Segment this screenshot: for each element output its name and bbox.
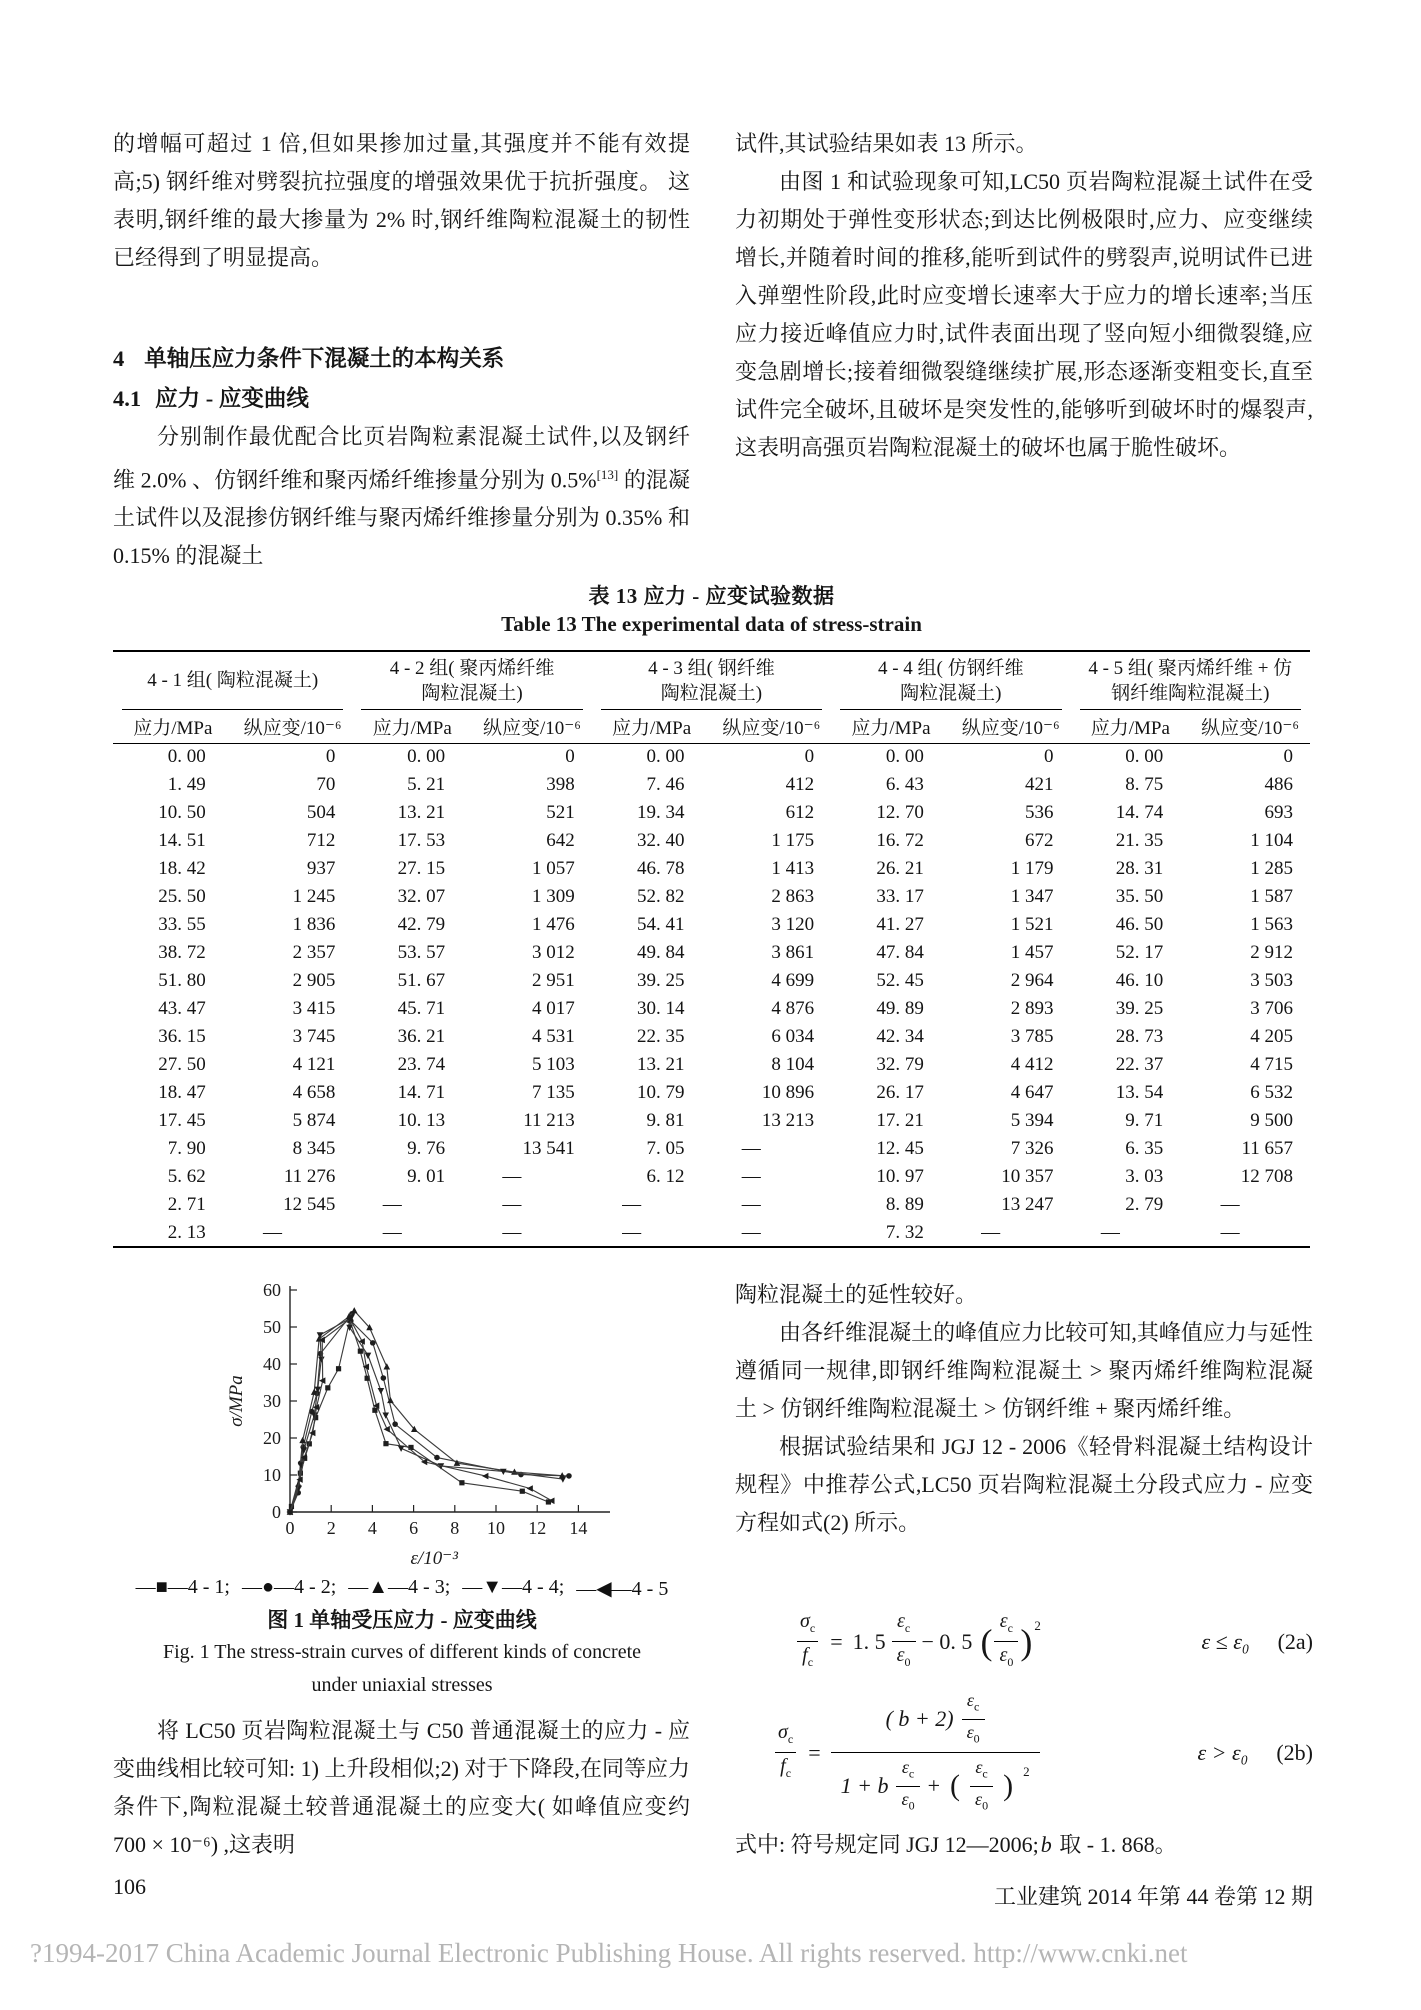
stress-cell: — <box>382 1194 402 1215</box>
stress-cell: 5. 62 <box>167 1166 206 1187</box>
strain-cell: 7 135 <box>532 1082 575 1103</box>
stress-cell: 46. 10 <box>1115 970 1164 991</box>
right-paragraph-2: 由图 1 和试验现象可知,LC50 页岩陶粒混凝土试件在受力初期处于弹性变形状态;到达比例极限时,应力、应变继续增长,并随着时间的推移,能听到试件的劈裂声,说明试件已进入弹塑性阶段,此时应变增长速率大于应力的增长速率;当压应力接近峰值应力时,试件表面出现了竖向短小细微裂缝,应变急剧增长;接着细微裂缝继续扩展,形态逐渐变粗变长,直至试件完全破坏,且破坏是突发性的,能够听到破坏时的爆裂声,这表明高强页岩陶粒混凝土的破坏也属于脆性破坏。 <box>735 169 1313 460</box>
stress-header: 应力/MPa <box>352 710 472 743</box>
strain-cell: 672 <box>1025 830 1054 851</box>
table-row <box>113 1135 1310 1163</box>
table-row <box>113 1107 1310 1135</box>
strain-cell: 3 785 <box>1010 1026 1054 1047</box>
strain-cell: 1 104 <box>1250 830 1293 851</box>
frac-sigma-f: $\frac{\sigma_c}{f_c}$ <box>773 1721 798 1784</box>
stress-cell: 21. 35 <box>1115 830 1164 851</box>
close-paren: ) <box>1020 1621 1033 1662</box>
stress-cell: 18. 47 <box>158 1082 206 1103</box>
svg-text:6: 6 <box>409 1518 419 1538</box>
left-paragraph-1: 的增幅可超过 1 倍,但如果掺加过量,其强度并不能有效提高;5) 钢纤维对劈裂抗拉强度的增强效果优于抗折强度。 这表明,钢纤维的最大掺量为 2% 时,钢纤维陶粒混凝土的韧性已经得到了明显提高。 <box>113 131 690 270</box>
strain-cell: 1 347 <box>1010 886 1054 907</box>
stress-cell: 18. 42 <box>158 858 206 879</box>
table-row <box>113 995 1310 1023</box>
stress-cell: 7. 90 <box>167 1138 206 1159</box>
strain-cell: 2 893 <box>1010 998 1054 1019</box>
group-header-4-4: 4 - 4 组( 仿钢纤维 陶粒混凝土) <box>831 651 1070 710</box>
stress-cell: 52. 82 <box>636 886 685 907</box>
strain-cell: 1 245 <box>292 886 336 907</box>
legend-item-4-5: —◀—4 - 5 <box>576 1578 669 1600</box>
stress-cell: 14. 51 <box>158 830 206 851</box>
strain-header: 纵应变/10⁻⁶ <box>472 710 592 743</box>
citation-13: [13] <box>596 467 619 482</box>
equation-label-2b: (2b) <box>1276 1739 1313 1765</box>
strain-cell: 521 <box>546 802 575 823</box>
minus-term: − 0. 5 <box>921 1628 973 1654</box>
stress-cell: 16. 72 <box>876 830 924 851</box>
strain-cell: 1 179 <box>1010 858 1054 879</box>
stress-cell: 2. 79 <box>1125 1194 1164 1215</box>
stress-cell: 23. 74 <box>397 1054 446 1075</box>
exponent: 2 <box>1034 1617 1041 1633</box>
strain-cell: 4 531 <box>532 1026 575 1047</box>
stress-cell: 0. 00 <box>885 746 924 768</box>
subsection-title: 应力 - 应变曲线 <box>155 386 309 411</box>
stress-cell: 8. 89 <box>885 1194 924 1215</box>
strain-cell: 2 863 <box>771 886 815 907</box>
section-title: 单轴压应力条件下混凝土的本构关系 <box>144 346 505 371</box>
svg-text:50: 50 <box>263 1317 281 1337</box>
subsection-number: 4.1 <box>113 386 142 411</box>
table-row <box>113 911 1310 939</box>
strain-cell: 1 175 <box>771 830 815 851</box>
svg-text:30: 30 <box>263 1391 281 1411</box>
stress-cell: 0. 00 <box>646 746 685 768</box>
stress-cell: 10. 50 <box>158 802 206 823</box>
strain-cell: 3 861 <box>771 942 815 963</box>
table-row <box>113 799 1310 827</box>
stress-header: 应力/MPa <box>113 710 233 743</box>
svg-text:12: 12 <box>528 1518 547 1538</box>
strain-cell: 1 563 <box>1250 914 1293 935</box>
stress-cell: — <box>382 1221 402 1243</box>
legend-item-4-4: —▼—4 - 4; <box>462 1576 565 1598</box>
strain-cell: 4 647 <box>1010 1082 1054 1103</box>
table-row <box>113 1163 1310 1191</box>
condition-2a: ε ≤ ε₀ <box>1201 1628 1250 1654</box>
strain-cell: 8 104 <box>771 1054 815 1075</box>
strain-cell: 4 876 <box>771 998 815 1019</box>
strain-cell: — <box>1220 1194 1240 1215</box>
figure-legend <box>113 1576 691 1601</box>
stress-cell: 46. 50 <box>1115 914 1164 935</box>
strain-cell: — <box>502 1194 522 1215</box>
equation-note: 式中: 符号规定同 JGJ 12—2006;b 取 - 1. 868。 <box>735 1832 1177 1857</box>
strain-cell: 10 896 <box>761 1082 815 1103</box>
group-header-4-5: 4 - 5 组( 聚丙烯纤维 + 仿 钢纤维陶粒混凝土) <box>1071 651 1311 710</box>
strain-cell: 3 415 <box>292 998 336 1019</box>
strain-cell: 486 <box>1264 774 1293 795</box>
right-column-bottom <box>735 1276 1313 1542</box>
strain-cell: 642 <box>546 830 575 851</box>
table-row <box>113 883 1310 911</box>
stress-cell: 7. 46 <box>646 774 685 795</box>
strain-cell: 70 <box>316 774 336 795</box>
stress-cell: 52. 17 <box>1115 942 1164 963</box>
svg-text:0: 0 <box>272 1502 281 1522</box>
section-heading-4 <box>113 341 690 373</box>
stress-cell: 39. 25 <box>636 970 685 991</box>
strain-cell: 8 345 <box>292 1138 336 1159</box>
strain-cell: 1 057 <box>532 858 575 879</box>
strain-cell: 4 205 <box>1250 1026 1293 1047</box>
right-paragraph-5: 根据试验结果和 JGJ 12 - 2006《轻骨料混凝土结构设计规程》中推荐公式,LC50 页岩陶粒混凝土分段式应力 - 应变方程如式(2) 所示。 <box>735 1434 1313 1535</box>
stress-cell: 35. 50 <box>1115 886 1164 907</box>
stress-cell: 49. 89 <box>876 998 924 1019</box>
stress-cell: 28. 31 <box>1115 858 1164 879</box>
left-paragraph-3: 将 LC50 页岩陶粒混凝土与 C50 普通混凝土的应力 - 应变曲线相比较可知: 1) 上升段相似;2) 对于下降段,在同等应力条件下,陶粒混凝土较普通混凝土的应变大( 如峰值应变约 700 × 10⁻⁶) ,这表明 <box>113 1718 690 1857</box>
strain-cell: 2 964 <box>1010 970 1054 991</box>
table-row <box>113 771 1310 799</box>
strain-cell: 4 017 <box>532 998 575 1019</box>
table-header <box>113 651 1310 743</box>
strain-cell: 504 <box>306 802 336 823</box>
svg-text:8: 8 <box>450 1518 460 1538</box>
svg-text:40: 40 <box>263 1354 281 1374</box>
table-row <box>113 1051 1310 1079</box>
stress-cell: 27. 50 <box>158 1054 206 1075</box>
right-paragraph-4: 由各纤维混凝土的峰值应力比较可知,其峰值应力与延性遵循同一规律,即钢纤维陶粒混凝土 > 聚丙烯纤维陶粒混凝土 > 仿钢纤维陶粒混凝土 > 仿钢纤维 + 聚丙烯纤维。 <box>735 1320 1313 1421</box>
stress-cell: 26. 21 <box>876 858 924 879</box>
svg-text:10: 10 <box>263 1465 281 1485</box>
big-fraction: ( b + 2) $\frac{\varepsilon_c}{\varepsilon_0}$ 1 + b $\frac{\varepsilon_c}{\varepsilon_0}$ + ( $\frac{\varepsilon_c}{\varepsilon_0}$ ) $^2$ <box>831 1690 1040 1815</box>
group-header-4-2: 4 - 2 组( 聚丙烯纤维 陶粒混凝土) <box>352 651 591 710</box>
strain-cell: 4 412 <box>1010 1054 1054 1075</box>
strain-header: 纵应变/10⁻⁶ <box>1190 710 1310 743</box>
table-row <box>113 827 1310 855</box>
stress-cell: 9. 01 <box>407 1166 446 1187</box>
svg-text:10: 10 <box>487 1518 505 1538</box>
figure-chart <box>212 1278 632 1574</box>
stress-cell: 9. 81 <box>646 1110 685 1131</box>
stress-cell: 36. 21 <box>397 1026 446 1047</box>
strain-cell: — <box>1220 1221 1240 1243</box>
table-body <box>113 743 1310 1247</box>
section-number: 4 <box>113 346 125 371</box>
strain-cell: — <box>981 1221 1001 1243</box>
svg-text:ε/10⁻³: ε/10⁻³ <box>410 1548 458 1569</box>
strain-cell: 0 <box>325 746 336 768</box>
table-row <box>113 939 1310 967</box>
stress-cell: — <box>622 1221 642 1243</box>
strain-cell: 937 <box>306 858 336 879</box>
stress-cell: 22. 35 <box>636 1026 685 1047</box>
stress-cell: 14. 71 <box>397 1082 446 1103</box>
strain-cell: 4 715 <box>1250 1054 1293 1075</box>
stress-cell: 22. 37 <box>1115 1054 1164 1075</box>
strain-cell: 9 500 <box>1250 1110 1293 1131</box>
strain-cell: 2 912 <box>1250 942 1293 963</box>
stress-cell: — <box>622 1194 642 1215</box>
right-column-top <box>735 125 1313 467</box>
stress-cell: 36. 15 <box>158 1026 206 1047</box>
stress-cell: 17. 53 <box>397 830 446 851</box>
strain-cell: 2 357 <box>292 942 336 963</box>
strain-cell: 412 <box>785 774 815 795</box>
page-number: 106 <box>113 1874 146 1899</box>
strain-cell: 398 <box>546 774 575 795</box>
stress-cell: 26. 17 <box>876 1082 924 1103</box>
stress-cell: 12. 45 <box>876 1138 924 1159</box>
stress-cell: 46. 78 <box>636 858 685 879</box>
svg-text:4: 4 <box>367 1518 377 1538</box>
table-caption-en: Table 13 The experimental data of stress-strain <box>501 612 922 636</box>
equation-2b <box>735 1690 1313 1815</box>
stress-cell: 12. 70 <box>876 802 924 823</box>
strain-cell: 4 658 <box>292 1082 336 1103</box>
stress-cell: 10. 97 <box>876 1166 924 1187</box>
strain-cell: 4 699 <box>771 970 815 991</box>
strain-cell: — <box>741 1194 761 1215</box>
stress-cell: 13. 54 <box>1115 1082 1164 1103</box>
stress-cell: 51. 80 <box>158 970 206 991</box>
stress-header: 应力/MPa <box>1071 710 1191 743</box>
strain-header: 纵应变/10⁻⁶ <box>711 710 831 743</box>
strain-cell: 10 357 <box>1001 1166 1054 1187</box>
stress-cell: 6. 35 <box>1125 1138 1164 1159</box>
stress-cell: 3. 03 <box>1125 1166 1164 1187</box>
stress-cell: 27. 15 <box>397 858 446 879</box>
strain-cell: 3 120 <box>771 914 815 935</box>
stress-cell: 2. 71 <box>167 1194 206 1215</box>
stress-cell: 7. 05 <box>646 1138 685 1159</box>
stress-cell: 10. 13 <box>397 1110 446 1131</box>
frac-sigma-f: $\frac{\sigma_c}{f_c}$ <box>795 1610 820 1673</box>
strain-cell: 712 <box>306 830 336 851</box>
stress-cell: 51. 67 <box>397 970 446 991</box>
strain-cell: 0 <box>1283 746 1293 768</box>
svg-text:60: 60 <box>263 1280 281 1300</box>
stress-cell: 42. 79 <box>397 914 446 935</box>
table-row <box>113 743 1310 771</box>
stress-cell: 43. 47 <box>158 998 206 1019</box>
stress-strain-table <box>113 650 1310 1248</box>
strain-cell: 7 326 <box>1010 1138 1054 1159</box>
figure-caption-en: Fig. 1 The stress-strain curves of different kinds of concrete under uniaxial stresses <box>162 1641 642 1696</box>
strain-cell: 6 034 <box>771 1026 815 1047</box>
strain-cell: 1 457 <box>1010 942 1054 963</box>
equals-sign: = <box>808 1739 821 1765</box>
table-row <box>113 1219 1310 1247</box>
stress-cell: 49. 84 <box>636 942 685 963</box>
strain-cell: 12 708 <box>1240 1166 1293 1187</box>
coefficient: 1. 5 <box>852 1628 886 1654</box>
stress-cell: 33. 55 <box>158 914 206 935</box>
strain-cell: 693 <box>1264 802 1293 823</box>
stress-cell: 6. 43 <box>885 774 924 795</box>
strain-cell: 1 836 <box>292 914 336 935</box>
strain-cell: 1 587 <box>1250 886 1293 907</box>
stress-cell: 30. 14 <box>636 998 685 1019</box>
stress-cell: 0. 00 <box>167 746 206 768</box>
stress-cell: 8. 75 <box>1125 774 1164 795</box>
stress-cell: 13. 21 <box>397 802 446 823</box>
strain-cell: 536 <box>1025 802 1054 823</box>
svg-text:0: 0 <box>285 1518 295 1538</box>
stress-cell: 1. 49 <box>167 774 206 795</box>
stress-cell: 54. 41 <box>636 914 685 935</box>
stress-cell: 9. 71 <box>1125 1110 1164 1131</box>
stress-cell: 17. 45 <box>158 1110 206 1131</box>
table-caption-zh: 表 13 应力 - 应变试验数据 <box>588 584 835 608</box>
stress-cell: 38. 72 <box>158 942 206 963</box>
stress-cell: 5. 21 <box>407 774 446 795</box>
subheader-row <box>113 710 1310 743</box>
stress-cell: 33. 17 <box>876 886 924 907</box>
stress-cell: 19. 34 <box>636 802 685 823</box>
stress-cell: 45. 71 <box>397 998 446 1019</box>
legend-item-4-2: —●—4 - 2; <box>241 1576 337 1598</box>
table-row <box>113 1079 1310 1107</box>
table-row <box>113 1191 1310 1219</box>
strain-cell: 11 657 <box>1241 1138 1293 1159</box>
frac-eps: $\frac{\varepsilon_c}{\varepsilon_0}$ <box>892 1610 916 1673</box>
stress-cell: 9. 76 <box>407 1138 446 1159</box>
stress-cell: 32. 79 <box>876 1054 924 1075</box>
stress-cell: 39. 25 <box>1115 998 1164 1019</box>
table-row <box>113 855 1310 883</box>
strain-cell: 0 <box>1044 746 1054 768</box>
strain-cell: 5 103 <box>532 1054 575 1075</box>
strain-cell: 421 <box>1025 774 1054 795</box>
svg-text:2: 2 <box>326 1518 336 1538</box>
stress-cell: 10. 79 <box>636 1082 685 1103</box>
svg-text:14: 14 <box>569 1518 588 1538</box>
stress-cell: 0. 00 <box>1125 746 1164 768</box>
strain-cell: 3 706 <box>1250 998 1293 1019</box>
strain-cell: — <box>741 1221 761 1243</box>
strain-cell: 1 476 <box>532 914 575 935</box>
stress-cell: 52. 45 <box>876 970 924 991</box>
equation-label-2a: (2a) <box>1277 1628 1313 1654</box>
stress-cell: — <box>1100 1221 1120 1243</box>
strain-cell: 3 745 <box>292 1026 336 1047</box>
stress-cell: 32. 07 <box>397 886 446 907</box>
stress-cell: 42. 34 <box>876 1026 924 1047</box>
strain-cell: 11 276 <box>283 1166 336 1187</box>
left-paragraph-2 <box>113 418 690 575</box>
group-header-4-1: 4 - 1 组( 陶粒混凝土) <box>113 651 352 710</box>
strain-cell: — <box>741 1138 761 1159</box>
strain-cell: 13 247 <box>1001 1194 1054 1215</box>
stress-cell: 0. 00 <box>407 746 446 768</box>
strain-cell: — <box>263 1221 283 1243</box>
strain-cell: 1 285 <box>1250 858 1293 879</box>
stress-header: 应力/MPa <box>592 710 712 743</box>
journal-footer: 工业建筑 2014 年第 44 卷第 12 期 <box>993 1884 1313 1909</box>
strain-cell: 1 309 <box>532 886 575 907</box>
legend-item-4-3: —▲—4 - 3; <box>348 1576 451 1598</box>
stress-cell: 53. 57 <box>397 942 446 963</box>
strain-cell: 0 <box>804 746 815 768</box>
stress-cell: 7. 32 <box>885 1221 924 1243</box>
strain-cell: 2 905 <box>292 970 336 991</box>
strain-cell: 3 503 <box>1250 970 1293 991</box>
table-row <box>113 967 1310 995</box>
stress-cell: 25. 50 <box>158 886 206 907</box>
stress-cell: 41. 27 <box>876 914 924 935</box>
figure-caption-zh: 图 1 单轴受压应力 - 应变曲线 <box>267 1608 537 1632</box>
strain-cell: 0 <box>565 746 575 768</box>
open-paren: ( <box>980 1621 993 1662</box>
strain-cell: 1 413 <box>771 858 815 879</box>
table-row <box>113 1023 1310 1051</box>
strain-cell: — <box>502 1166 522 1187</box>
stress-cell: 47. 84 <box>876 942 924 963</box>
stress-cell: 17. 21 <box>876 1110 924 1131</box>
strain-cell: 13 213 <box>761 1110 815 1131</box>
strain-cell: 1 521 <box>1010 914 1054 935</box>
strain-cell: — <box>502 1221 522 1243</box>
strain-cell: 3 012 <box>532 942 575 963</box>
strain-cell: 13 541 <box>522 1138 575 1159</box>
strain-cell: 6 532 <box>1250 1082 1293 1103</box>
stress-cell: 14. 74 <box>1115 802 1164 823</box>
svg-text:σ/MPa: σ/MPa <box>226 1375 247 1427</box>
strain-cell: 11 213 <box>523 1110 575 1131</box>
right-paragraph-1: 试件,其试验结果如表 13 所示。 <box>735 131 1038 156</box>
stress-cell: 6. 12 <box>646 1166 685 1187</box>
strain-cell: 612 <box>785 802 815 823</box>
group-header-4-3: 4 - 3 组( 钢纤维 陶粒混凝土) <box>592 651 831 710</box>
stress-cell: 32. 40 <box>636 830 685 851</box>
strain-cell: 12 545 <box>283 1194 336 1215</box>
stress-header: 应力/MPa <box>831 710 951 743</box>
strain-cell: 5 394 <box>1010 1110 1054 1131</box>
stress-cell: 2. 13 <box>167 1221 206 1243</box>
equation-2a <box>735 1610 1313 1673</box>
strain-header: 纵应变/10⁻⁶ <box>951 710 1071 743</box>
equals-sign: = <box>830 1628 843 1654</box>
right-paragraph-3: 陶粒混凝土的延性较好。 <box>735 1282 978 1307</box>
strain-cell: — <box>741 1166 761 1187</box>
group-header-row <box>113 651 1310 710</box>
stress-cell: 28. 73 <box>1115 1026 1164 1047</box>
stress-cell: 13. 21 <box>636 1054 685 1075</box>
left-paragraph-2-text-cont: 的混凝土试件以及混掺仿钢纤维与聚丙烯纤维掺量分别为 0.35% 和 0.15% 的混凝土 <box>113 467 690 569</box>
strain-cell: 4 121 <box>292 1054 336 1075</box>
legend-item-4-1: —■—4 - 1; <box>135 1576 230 1598</box>
strain-cell: 2 951 <box>532 970 575 991</box>
cnki-watermark: ?1994-2017 China Academic Journal Electronic Publishing House. All rights reserved. http://www.cnki.net <box>30 1938 1188 1968</box>
frac-eps: $\frac{\varepsilon_c}{\varepsilon_0}$ <box>994 1610 1018 1673</box>
strain-cell: 5 874 <box>292 1110 336 1131</box>
strain-header: 纵应变/10⁻⁶ <box>233 710 353 743</box>
condition-2b: ε > ε₀ <box>1197 1739 1249 1765</box>
left-paragraph-2-text: 分别制作最优配合比页岩陶粒素混凝土试件,以及钢纤维 2.0% 、仿钢纤维和聚丙烯纤维掺量分别为 0.5% <box>113 424 690 493</box>
section-heading-4-1 <box>113 381 690 413</box>
svg-text:20: 20 <box>263 1428 281 1448</box>
